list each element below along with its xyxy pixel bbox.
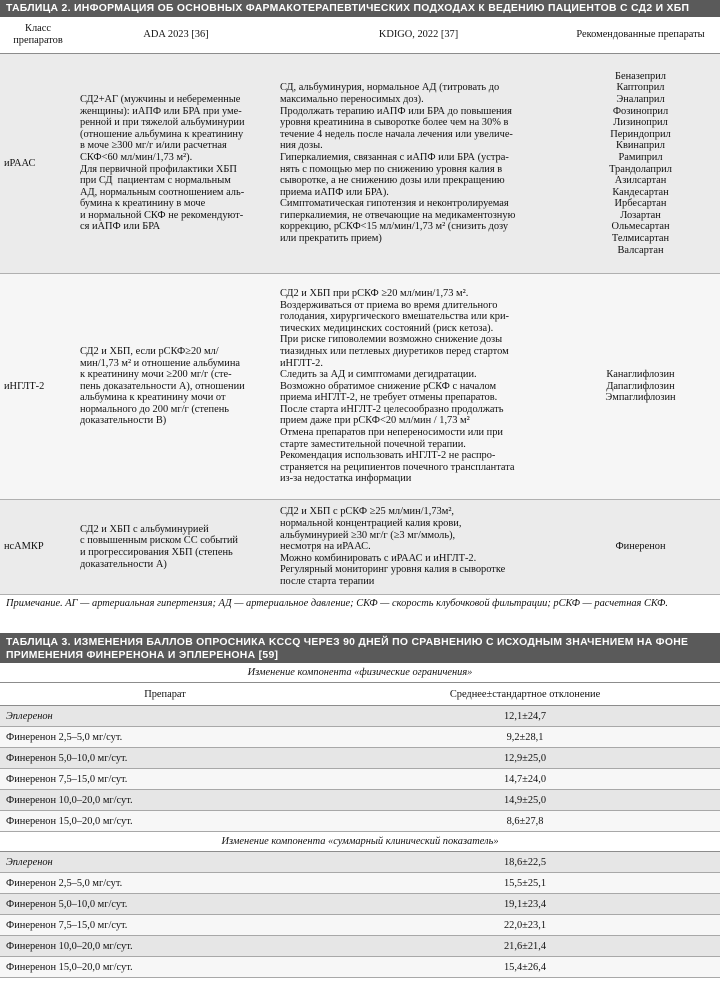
text-line: приема иАПФ или БРА). bbox=[280, 186, 389, 198]
table-row bbox=[0, 894, 720, 915]
header-value: Среднее±стандартное отклонение bbox=[330, 683, 720, 706]
drug-cell: Финеренон 15,0–20,0 мг/сут. bbox=[0, 811, 330, 832]
drug-cell: Эплеренон bbox=[0, 852, 330, 873]
kdigo-cell bbox=[276, 274, 561, 500]
value-cell: 15,4±26,4 bbox=[330, 957, 720, 978]
table-row bbox=[0, 769, 720, 790]
table-row bbox=[0, 727, 720, 748]
text-line: Квинаприл bbox=[616, 140, 665, 152]
text-line: Эмпаглифлозин bbox=[605, 392, 676, 404]
text-line: нормальной концентрацией калия крови, bbox=[280, 518, 462, 530]
header-drug: Препарат bbox=[0, 683, 330, 706]
text-line: с повышенным риском СС событий bbox=[80, 535, 238, 547]
text-line: Валсартан bbox=[617, 244, 664, 256]
text-line: доказательности А) bbox=[80, 558, 167, 570]
ada-cell bbox=[76, 500, 276, 595]
text-line: Рамиприл bbox=[618, 151, 663, 163]
drug-class-cell: иНГЛТ-2 bbox=[0, 274, 76, 500]
text-line: Эналаприл bbox=[616, 93, 665, 105]
value-cell: 8,6±27,8 bbox=[330, 811, 720, 832]
text-line: Возможно обратимое снижение рСКФ с началом bbox=[280, 380, 497, 392]
drug-class-cell: иРААС bbox=[0, 54, 76, 274]
table-row bbox=[0, 873, 720, 894]
text-line: мин/1,73 м² и отношение альбумина bbox=[80, 357, 240, 369]
text-line: при СД пациентам с нормальным bbox=[80, 175, 231, 187]
section-title-row bbox=[0, 832, 720, 852]
text-line: СД2+АГ (мужчины и небеременные bbox=[80, 93, 241, 105]
drug-cell: Финеренон 7,5–15,0 мг/сут. bbox=[0, 915, 330, 936]
text-line: Азилсартан bbox=[614, 175, 667, 187]
table-row bbox=[0, 790, 720, 811]
text-line: прием даже при рСКФ<20 мл/мин / 1,73 м² bbox=[280, 415, 470, 427]
drug-cell: Финеренон 15,0–20,0 мг/сут. bbox=[0, 957, 330, 978]
text-line: после старта терапии bbox=[280, 575, 375, 587]
text-line: СД2 и ХБП с рСКФ ≥25 мл/мин/1,73м², bbox=[280, 506, 455, 518]
kdigo-cell bbox=[276, 500, 561, 595]
drugs-cell bbox=[561, 500, 720, 595]
text-line: несмотря на иРААС. bbox=[280, 541, 371, 553]
text-line: альбумина к креатинину мочи от bbox=[80, 392, 226, 404]
text-line: АД, нормальным соотношением аль- bbox=[80, 186, 245, 198]
drug-class-cell: нсАМКР bbox=[0, 500, 76, 595]
text-line: нормального до 200 мг/г (степень bbox=[80, 403, 230, 415]
section2-title: Изменение компонента «суммарный клинический показатель» bbox=[0, 832, 720, 852]
table-row bbox=[0, 852, 720, 873]
text-line: женщины): иАПФ или БРА при уме- bbox=[80, 105, 242, 117]
text-line: страняется на реципиентов почечного трансплантата bbox=[280, 461, 515, 473]
drug-cell: Финеренон 2,5–5,0 мг/сут. bbox=[0, 727, 330, 748]
drug-cell: Финеренон 5,0–10,0 мг/сут. bbox=[0, 894, 330, 915]
table3-header-row bbox=[0, 683, 720, 706]
value-cell: 9,2±28,1 bbox=[330, 727, 720, 748]
text-line: Беназеприл bbox=[615, 70, 666, 82]
text-line: Гиперкалиемия, связанная с иАПФ или БРА (устра- bbox=[280, 151, 509, 163]
value-cell: 12,1±24,7 bbox=[330, 706, 720, 727]
drug-cell: Финеренон 5,0–10,0 мг/сут. bbox=[0, 748, 330, 769]
table-row bbox=[0, 748, 720, 769]
text-line: Ирбесартан bbox=[614, 198, 667, 210]
text-line: Лизиноприл bbox=[613, 117, 668, 129]
header-kdigo: KDIGO, 2022 [37] bbox=[276, 17, 561, 54]
value-cell: 12,9±25,0 bbox=[330, 748, 720, 769]
text-line: Финеренон bbox=[615, 541, 666, 553]
table2 bbox=[0, 17, 720, 595]
text-line: гиперкалиемия, не отвечающие на медикаментозную bbox=[280, 209, 516, 221]
text-line: ся иАПФ или БРА bbox=[80, 221, 161, 233]
text-line: тических медицинских состояний (риск кетоза). bbox=[280, 322, 494, 334]
value-cell: 19,1±23,4 bbox=[330, 894, 720, 915]
text-line: из-за недостатка информации bbox=[280, 473, 412, 485]
text-line: бумина к креатинину в моче bbox=[80, 198, 206, 210]
text-line: Лозартан bbox=[620, 209, 661, 221]
value-cell: 14,9±25,0 bbox=[330, 790, 720, 811]
text-line: альбуминурией ≥30 мг/г (≥3 мг/ммоль), bbox=[280, 529, 456, 541]
value-cell: 22,0±23,1 bbox=[330, 915, 720, 936]
text-line: нять с помощью мер по снижению уровня калия в bbox=[280, 163, 503, 175]
drug-cell: Финеренон 7,5–15,0 мг/сут. bbox=[0, 769, 330, 790]
text-line: При риске гиповолемии возможно снижение дозы bbox=[280, 334, 503, 346]
ada-cell bbox=[76, 54, 276, 274]
text-line: (отношение альбумина к креатинину bbox=[80, 128, 244, 140]
text-line: к креатинину мочи ≥200 мг/г (сте- bbox=[80, 369, 232, 381]
text-line: Можно комбинировать с иРААС и иНГЛТ-2. bbox=[280, 552, 477, 564]
text-line: СД2 и ХБП, если рСКФ≥20 мл/ bbox=[80, 345, 219, 357]
text-line: Канаглифлозин bbox=[606, 369, 675, 381]
text-line: доказательности В) bbox=[80, 415, 167, 427]
table2-note: Примечание. АГ — артериальная гипертензия; АД — артериальное давление; СКФ — скорость клубочковой фильтрации; рСКФ — расчетная СКФ. bbox=[6, 598, 668, 609]
table2-caption: ТАБЛИЦА 2. ИНФОРМАЦИЯ ОБ ОСНОВНЫХ ФАРМАКОТЕРАПЕВТИЧЕСКИХ ПОДХОДАХ К ВЕДЕНИЮ ПАЦИЕНТОВ С СД2 И ХБП bbox=[0, 0, 720, 17]
drugs-cell bbox=[561, 54, 720, 274]
table-row bbox=[0, 274, 720, 500]
table3-caption: ТАБЛИЦА 3. ИЗМЕНЕНИЯ БАЛЛОВ ОПРОСНИКА KCCQ ЧЕРЕЗ 90 ДНЕЙ ПО СРАВНЕНИЮ С ИСХОДНЫМ ЗНАЧЕНИЕМ НА ФОНЕ ПРИМЕНЕНИЯ ФИНЕРЕНОНА И ЭПЛЕРЕНОНА [59] bbox=[0, 633, 720, 663]
text-line: Следить за АД и симптомами дегидратации. bbox=[280, 369, 477, 381]
table-row bbox=[0, 957, 720, 978]
drug-cell: Финеренон 2,5–5,0 мг/сут. bbox=[0, 873, 330, 894]
table-row bbox=[0, 706, 720, 727]
text-line: Фозиноприл bbox=[612, 105, 669, 117]
table-row bbox=[0, 500, 720, 595]
drug-cell: Финеренон 10,0–20,0 мг/сут. bbox=[0, 936, 330, 957]
section-title-row bbox=[0, 663, 720, 683]
text-line: или прекратить прием) bbox=[280, 233, 382, 245]
table-row bbox=[0, 915, 720, 936]
text-line: сыворотке, а не снижению дозы или прекращению bbox=[280, 175, 505, 187]
text-line: Телмисартан bbox=[611, 233, 670, 245]
text-line: Кандесартан bbox=[612, 186, 669, 198]
text-line: Продолжать терапию иАПФ или БРА до повышения bbox=[280, 105, 512, 117]
value-cell: 21,6±21,4 bbox=[330, 936, 720, 957]
text-line: СД2 и ХБП с альбуминурией bbox=[80, 523, 209, 535]
text-line: иНГЛТ-2. bbox=[280, 357, 323, 369]
value-cell: 15,5±25,1 bbox=[330, 873, 720, 894]
text-line: приема иНГЛТ-2, не требует отмены препаратов. bbox=[280, 392, 498, 404]
ada-cell bbox=[76, 274, 276, 500]
table3 bbox=[0, 663, 720, 978]
text-line: Периндоприл bbox=[610, 128, 671, 140]
drug-cell: Финеренон 10,0–20,0 мг/сут. bbox=[0, 790, 330, 811]
table-row bbox=[0, 811, 720, 832]
value-cell: 18,6±22,5 bbox=[330, 852, 720, 873]
section1-title: Изменение компонента «физические ограничения» bbox=[0, 663, 720, 683]
text-line: и прогрессирования ХБП (степень bbox=[80, 547, 233, 558]
text-line: Для первичной профилактики ХБП bbox=[80, 163, 237, 175]
text-line: и нормальной СКФ не рекомендуют- bbox=[80, 209, 244, 221]
text-line: Отмена препаратов при непереносимости или при bbox=[280, 427, 503, 439]
text-line: СД, альбуминурия, нормальное АД (титровать до bbox=[280, 82, 500, 94]
text-line: Ольмесартан bbox=[611, 221, 670, 233]
text-line: голодания, хирургического вмешательства или кри- bbox=[280, 311, 510, 323]
text-line: Симптоматическая гипотензия и неконтролируемая bbox=[280, 198, 509, 210]
table-row bbox=[0, 54, 720, 274]
text-line: Регулярный мониторинг уровня калия в сыворотке bbox=[280, 564, 506, 576]
text-line: Каптоприл bbox=[616, 82, 665, 94]
text-line: уровня креатинина в сыворотке более чем на 30% в bbox=[280, 117, 509, 129]
text-line: Рекомендация использовать иНГЛТ-2 не распро- bbox=[280, 450, 496, 462]
header-ada: ADA 2023 [36] bbox=[76, 17, 276, 54]
text-line: СД2 и ХБП при рСКФ ≥20 мл/мин/1,73 м². bbox=[280, 287, 469, 299]
table-row bbox=[0, 936, 720, 957]
kdigo-cell bbox=[276, 54, 561, 274]
text-line: тиазидных или петлевых диуретиков перед стартом bbox=[280, 345, 509, 357]
drugs-cell bbox=[561, 274, 720, 500]
text-line: Воздерживаться от приема во время длительного bbox=[280, 299, 498, 311]
text-line: в моче ≥300 мг/г и/или расчетная bbox=[80, 140, 227, 152]
text-line: ренной и при тяжелой альбуминурии bbox=[80, 117, 245, 129]
text-line: ния дозы. bbox=[280, 140, 323, 152]
value-cell: 14,7±24,0 bbox=[330, 769, 720, 790]
text-line: максимально переносимых доз). bbox=[280, 93, 424, 105]
text-line: коррекцию, рСКФ<15 мл/мин/1,73 м² (снизить дозу bbox=[280, 221, 509, 233]
table2-header-row bbox=[0, 17, 720, 54]
header-drugs: Рекомендованные препараты bbox=[561, 17, 720, 54]
text-line: течение 4 недель после начала лечения или увеличе- bbox=[280, 128, 513, 140]
drug-cell: Эплеренон bbox=[0, 706, 330, 727]
text-line: пень доказательности А), отношении bbox=[80, 380, 245, 392]
header-class: Класс препаратов bbox=[0, 17, 76, 54]
text-line: Трандолаприл bbox=[609, 163, 672, 175]
text-line: Дапаглифлозин bbox=[606, 380, 675, 392]
text-line: старте заместительной почечной терапии. bbox=[280, 438, 466, 450]
text-line: После старта иНГЛТ-2 целесообразно продолжать bbox=[280, 403, 504, 415]
text-line: СКФ<60 мл/мин/1,73 м²). bbox=[80, 151, 193, 163]
